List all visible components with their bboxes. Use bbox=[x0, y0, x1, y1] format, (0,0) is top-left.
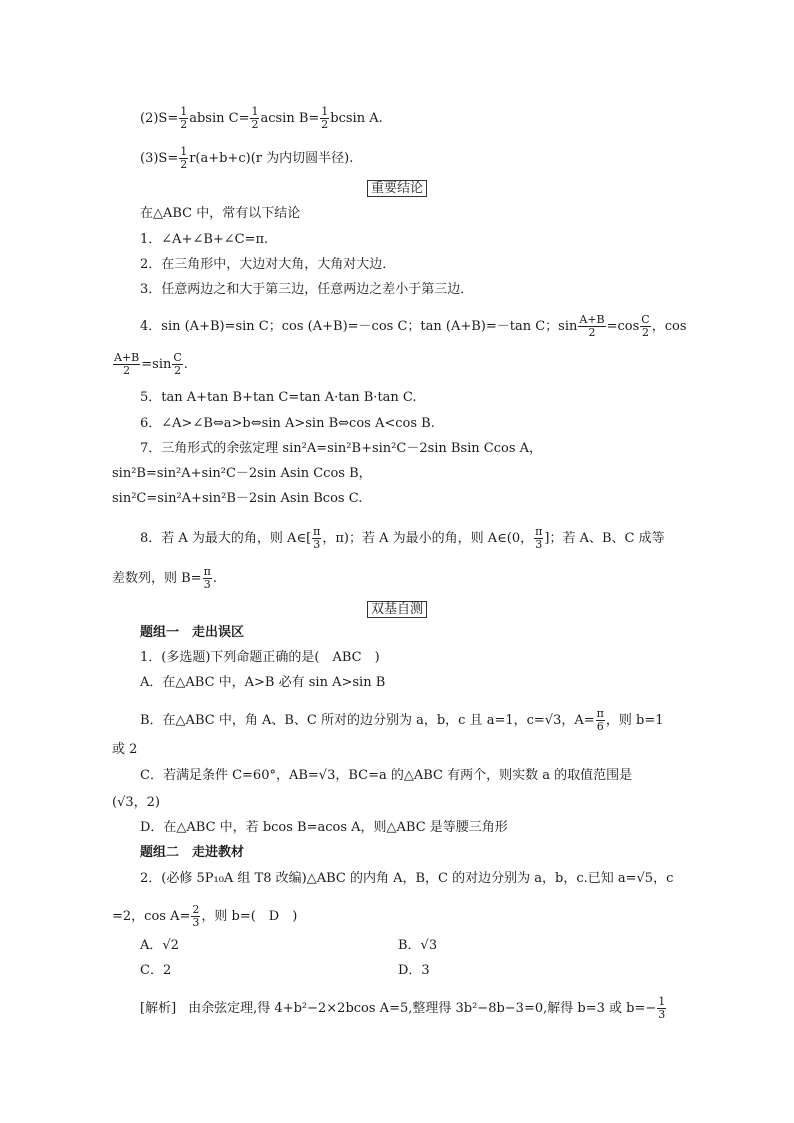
conclusion-3: 3．任意两边之和大于第三边，任意两边之差小于第三边． bbox=[140, 282, 474, 297]
fraction: $\frac{1}{2}$ bbox=[321, 105, 329, 131]
question-1-option-a: A．在△ABC 中，A>B 必有 sin A>sin B bbox=[140, 675, 386, 690]
analysis-label: [解析] bbox=[140, 1001, 177, 1016]
conclusion-8: 8．若 A 为最大的角，则 A∈[ $\frac{\pi}{3}$ ，π)；若 A 为最小的角，则 A∈(0， $\frac{\pi}{3}$ ]；若 A、B、C 成等 bbox=[140, 525, 665, 551]
intro-text: 在△ABC 中，常有以下结论 bbox=[140, 206, 301, 221]
question-1-option-c-cont: (√3，2) bbox=[112, 795, 160, 810]
fraction: $\frac{A+B}{2}$ bbox=[579, 313, 605, 339]
conclusion-7-line2: sin²B=sin²A+sin²C－2sin Asin Ccos B， bbox=[112, 466, 372, 481]
fraction: $\frac{1}{2}$ bbox=[251, 105, 259, 131]
conclusion-1: 1．∠A+∠B+∠C=π. bbox=[140, 232, 269, 247]
fraction: $\frac{2}{3}$ bbox=[192, 903, 200, 929]
question-1-option-d: D．在△ABC 中，若 bcos B=acos A，则△ABC 是等腰三角形 bbox=[140, 820, 508, 835]
question-2-stem-cont: =2，cos A= $\frac{2}{3}$ ，则 b=( D ) bbox=[112, 903, 298, 929]
question-2-option-c: C．2 bbox=[140, 963, 172, 978]
conclusion-4-cont: $\frac{A+B}{2}$ =sin $\frac{C}{2}$ . bbox=[114, 351, 188, 377]
question-2-option-d: D．3 bbox=[398, 963, 430, 978]
question-1-stem: 1．(多选题)下列命题正确的是( ABC ) bbox=[140, 650, 380, 665]
fraction: $\frac{\pi}{3}$ bbox=[313, 525, 321, 551]
section-title-key-conclusions: 重要结论 bbox=[0, 180, 794, 197]
fraction: $\frac{C}{2}$ bbox=[641, 313, 650, 339]
fraction: $\frac{1}{3}$ bbox=[658, 995, 666, 1021]
area-formula-3: (3)S= $\frac{1}{2}$ r(a+b+c)(r 为内切圆半径). bbox=[140, 145, 354, 171]
question-1-option-b: B．在△ABC 中，角 A、B、C 所对的边分别为 a，b，c 且 a=1，c=√3，A= $\frac{\pi}{6}$ ，则 b=1 bbox=[140, 707, 664, 733]
section-title-self-test: 双基自测 bbox=[0, 601, 794, 618]
fraction: $\frac{1}{2}$ bbox=[180, 145, 188, 171]
group-heading-2: 题组二 走进教材 bbox=[140, 845, 245, 860]
question-2-option-a: A．√2 bbox=[140, 938, 179, 953]
analysis: [解析] 由余弦定理,得 4+b²−2×2bcos A=5,整理得 3b²−8b−3=0,解得 b=3 或 b=− $\frac{1}{3}$ bbox=[140, 995, 666, 1021]
group-heading-1: 题组一 走出误区 bbox=[140, 625, 245, 640]
fraction: $\frac{1}{2}$ bbox=[180, 105, 188, 131]
question-1-option-b-cont: 或 2 bbox=[112, 742, 138, 757]
conclusion-7: 7．三角形式的余弦定理 sin²A=sin²B+sin²C－2sin Bsin Ccos A， bbox=[140, 441, 543, 456]
question-2-option-b: B．√3 bbox=[398, 938, 438, 953]
conclusion-5: 5．tan A+tan B+tan C=tan A·tan B·tan C. bbox=[140, 390, 417, 405]
fraction: $\frac{A+B}{2}$ bbox=[114, 351, 140, 377]
area-formula-2: (2)S= $\frac{1}{2}$ absin C= $\frac{1}{2}$ acsin B= $\frac{1}{2}$ bcsin A. bbox=[140, 105, 383, 131]
conclusion-8-cont: 差数列，则 B= $\frac{\pi}{3}$ . bbox=[112, 565, 217, 591]
conclusion-6: 6．∠A>∠B⇔a>b⇔sin A>sin B⇔cos A<cos B. bbox=[140, 416, 435, 431]
conclusion-7-line3: sin²C=sin²A+sin²B－2sin Asin Bcos C. bbox=[112, 491, 363, 506]
fraction: $\frac{\pi}{3}$ bbox=[203, 565, 211, 591]
fraction: $\frac{\pi}{3}$ bbox=[535, 525, 543, 551]
question-2-stem: 2．(必修 5P₁₀A 组 T8 改编)△ABC 的内角 A，B，C 的对边分别为 a，b，c.已知 a=√5，c bbox=[140, 871, 674, 886]
fraction: $\frac{\pi}{6}$ bbox=[596, 707, 604, 733]
conclusion-2: 2．在三角形中，大边对大角，大角对大边． bbox=[140, 257, 396, 272]
question-1-option-c: C．若满足条件 C=60°，AB=√3，BC=a 的△ABC 有两个，则实数 a 的取值范围是 bbox=[140, 768, 633, 783]
conclusion-4: 4．sin (A+B)=sin C；cos (A+B)=－cos C；tan (A+B)=－tan C；sin $\frac{A+B}{2}$ =cos $\frac{C}{2}$ ，cos bbox=[140, 313, 687, 339]
fraction: $\frac{C}{2}$ bbox=[173, 351, 182, 377]
